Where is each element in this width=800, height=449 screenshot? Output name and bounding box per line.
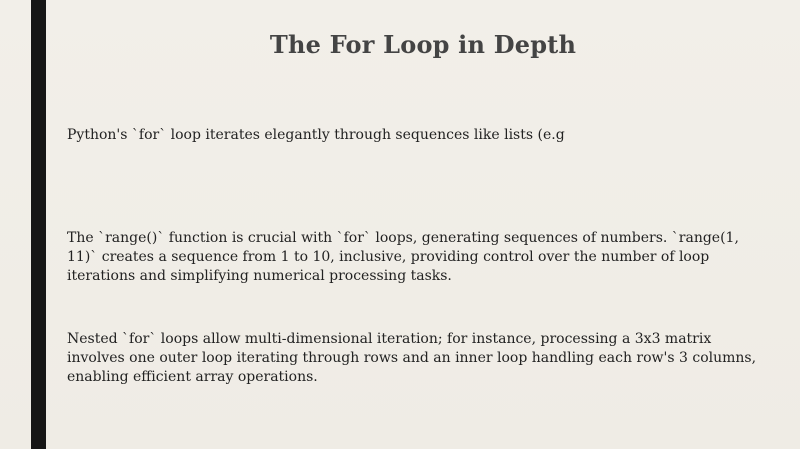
paragraph-1: Python's `for` loop iterates elegantly through sequences like lists (e.g <box>67 127 565 143</box>
paragraph-3: Nested `for` loops allow multi-dimensional iteration; for instance, processing a 3x3 matrix involves one outer loop iterating through rows and an inner loop handling each row's 3 columns, enabling efficient array operations. <box>67 331 757 385</box>
accent-bar <box>31 0 46 449</box>
paragraph-2: The `range()` function is crucial with `for` loops, generating sequences of numbers. `range(1, 11)` creates a sequence from 1 to 10, inclusive, providing control over the number of loop iterations and simplifying numerical processing tasks. <box>67 230 739 284</box>
slide-title: The For Loop in Depth <box>269 30 577 59</box>
